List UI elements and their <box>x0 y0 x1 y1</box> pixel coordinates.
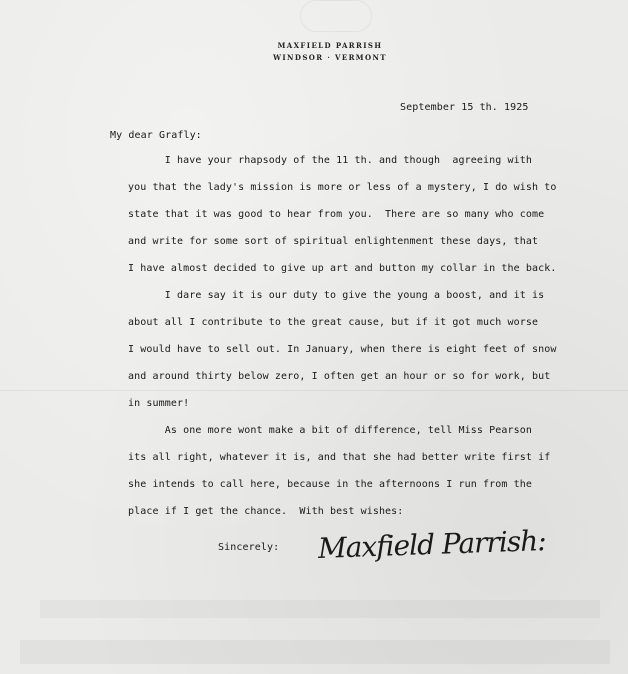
paragraph-line: and around thirty below zero, I often get an hour or so for work, but <box>128 371 551 382</box>
letterhead-address: WINDSOR · VERMONT <box>273 53 387 62</box>
closing: Sincerely: <box>218 542 280 553</box>
paragraph-line: you that the lady's mission is more or less of a mystery, I do wish to <box>128 182 557 193</box>
paragraph-line: I have your rhapsody of the 11 th. and though agreeing with <box>128 155 532 166</box>
letter-date: September 15 th. 1925 <box>400 102 529 113</box>
handwritten-signature: Maxfield Parrish: <box>317 524 547 565</box>
letterhead <box>250 40 410 64</box>
paragraph-line: she intends to call here, because in the afternoons I run from the <box>128 479 532 490</box>
paragraph-line: I dare say it is our duty to give the young a boost, and it is <box>128 290 545 301</box>
paragraph-line: its all right, whatever it is, and that she had better write first if <box>128 452 551 463</box>
show-through-mark <box>300 0 372 32</box>
paragraph-line: about all I contribute to the great cause, but if it got much worse <box>128 317 539 328</box>
paragraph-line: As one more wont make a bit of difference, tell Miss Pearson <box>128 425 532 436</box>
paragraph-line: and write for some sort of spiritual enlightenment these days, that <box>128 236 539 247</box>
salutation: My dear Grafly: <box>110 130 202 141</box>
show-through-mark <box>40 600 600 618</box>
paragraph-line: in summer! <box>128 398 190 409</box>
letterhead-name: MAXFIELD PARRISH <box>277 41 383 50</box>
paper-fold <box>0 390 628 391</box>
paragraph-line: I have almost decided to give up art and button my collar in the back. <box>128 263 557 274</box>
paragraph-line: state that it was good to hear from you. There are so many who come <box>128 209 545 220</box>
show-through-mark <box>20 640 610 664</box>
paragraph-line: place if I get the chance. With best wishes: <box>128 506 404 517</box>
paragraph-line: I would have to sell out. In January, when there is eight feet of snow <box>128 344 557 355</box>
